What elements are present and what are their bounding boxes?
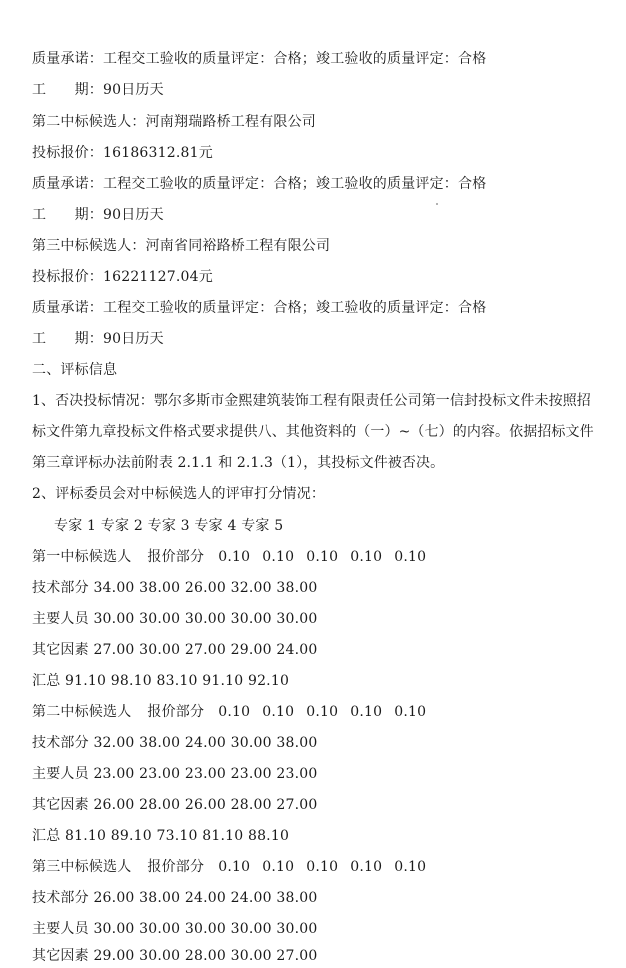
candidate-1-technical-row: 技术部分 34.00 38.00 26.00 32.00 38.00 — [32, 580, 318, 596]
scoring-intro: 2、评标委员会对中标候选人的评审打分情况： — [32, 486, 326, 502]
candidate-2-total-row: 汇总 81.10 89.10 73.10 81.10 88.10 — [32, 828, 290, 844]
price-value: 0.10 — [262, 859, 295, 875]
duration-2: 工 期：90日历天 — [32, 207, 164, 223]
candidate-1-total-row: 汇总 91.10 98.10 83.10 91.10 92.10 — [32, 673, 290, 689]
candidate-3-price-row — [32, 857, 438, 877]
quality-commitment-1: 质量承诺：工程交工验收的质量评定：合格；竣工验收的质量评定：合格 — [32, 51, 487, 67]
rejection-paragraph-line-3: 第三章评标办法前附表 2.1.1 和 2.1.3（1），其投标文件被否决。 — [32, 455, 445, 471]
candidate-1-personnel-row: 主要人员 30.00 30.00 30.00 30.00 30.00 — [32, 611, 318, 627]
bid-price-2: 投标报价：16186312.81元 — [32, 145, 213, 161]
candidate-1-other-row: 其它因素 27.00 30.00 27.00 29.00 24.00 — [32, 642, 318, 658]
candidate-3-technical-row: 技术部分 26.00 38.00 24.00 24.00 38.00 — [32, 890, 318, 906]
price-label: 报价部分 — [147, 549, 205, 565]
candidate-2-other-row: 其它因素 26.00 28.00 26.00 28.00 27.00 — [32, 797, 318, 813]
duration-3: 工 期：90日历天 — [32, 331, 164, 347]
candidate-name: 第一中标候选人 — [32, 549, 132, 565]
price-value: 0.10 — [394, 549, 427, 565]
price-value: 0.10 — [350, 549, 383, 565]
price-value: 0.10 — [350, 859, 383, 875]
candidate-2-technical-row: 技术部分 32.00 38.00 24.00 30.00 38.00 — [32, 735, 318, 751]
price-values — [218, 857, 438, 877]
expert-header: 专家 1 专家 2 专家 3 专家 4 专家 5 — [54, 518, 284, 534]
price-value: 0.10 — [306, 704, 339, 720]
price-value: 0.10 — [218, 704, 251, 720]
bid-price-3: 投标报价：16221127.04元 — [32, 269, 213, 285]
scan-speck — [436, 203, 438, 205]
second-candidate: 第二中标候选人：河南翔瑞路桥工程有限公司 — [32, 114, 316, 130]
price-value: 0.10 — [306, 549, 339, 565]
rejection-paragraph-line-1: 1、否决投标情况：鄂尔多斯市金熙建筑装饰工程有限责任公司第一信封投标文件未按照招 — [32, 393, 591, 409]
price-value: 0.10 — [306, 859, 339, 875]
price-value: 0.10 — [394, 859, 427, 875]
candidate-2-price-row — [32, 702, 438, 722]
candidate-name: 第三中标候选人 — [32, 859, 132, 875]
quality-commitment-2: 质量承诺：工程交工验收的质量评定：合格；竣工验收的质量评定：合格 — [32, 176, 487, 192]
price-value: 0.10 — [394, 704, 427, 720]
candidate-1-price-row — [32, 547, 438, 567]
price-label: 报价部分 — [147, 859, 205, 875]
candidate-2-personnel-row: 主要人员 23.00 23.00 23.00 23.00 23.00 — [32, 766, 318, 782]
duration-1: 工 期：90日历天 — [32, 82, 164, 98]
price-value: 0.10 — [262, 549, 295, 565]
section-heading-evaluation: 二、评标信息 — [32, 362, 118, 378]
rejection-paragraph-line-2: 标文件第九章投标文件格式要求提供八、其他资料的（一）~（七）的内容。依据招标文件 — [32, 424, 594, 440]
price-value: 0.10 — [262, 704, 295, 720]
candidate-3-personnel-row: 主要人员 30.00 30.00 30.00 30.00 30.00 — [32, 921, 318, 937]
price-values — [218, 702, 438, 722]
price-value: 0.10 — [218, 549, 251, 565]
price-label: 报价部分 — [147, 704, 205, 720]
candidate-name: 第二中标候选人 — [32, 704, 132, 720]
third-candidate: 第三中标候选人：河南省同裕路桥工程有限公司 — [32, 238, 331, 254]
price-values — [218, 547, 438, 567]
price-value: 0.10 — [350, 704, 383, 720]
candidate-3-other-row: 其它因素 29.00 30.00 28.00 30.00 27.00 — [32, 948, 318, 964]
quality-commitment-3: 质量承诺：工程交工验收的质量评定：合格；竣工验收的质量评定：合格 — [32, 300, 487, 316]
price-value: 0.10 — [218, 859, 251, 875]
